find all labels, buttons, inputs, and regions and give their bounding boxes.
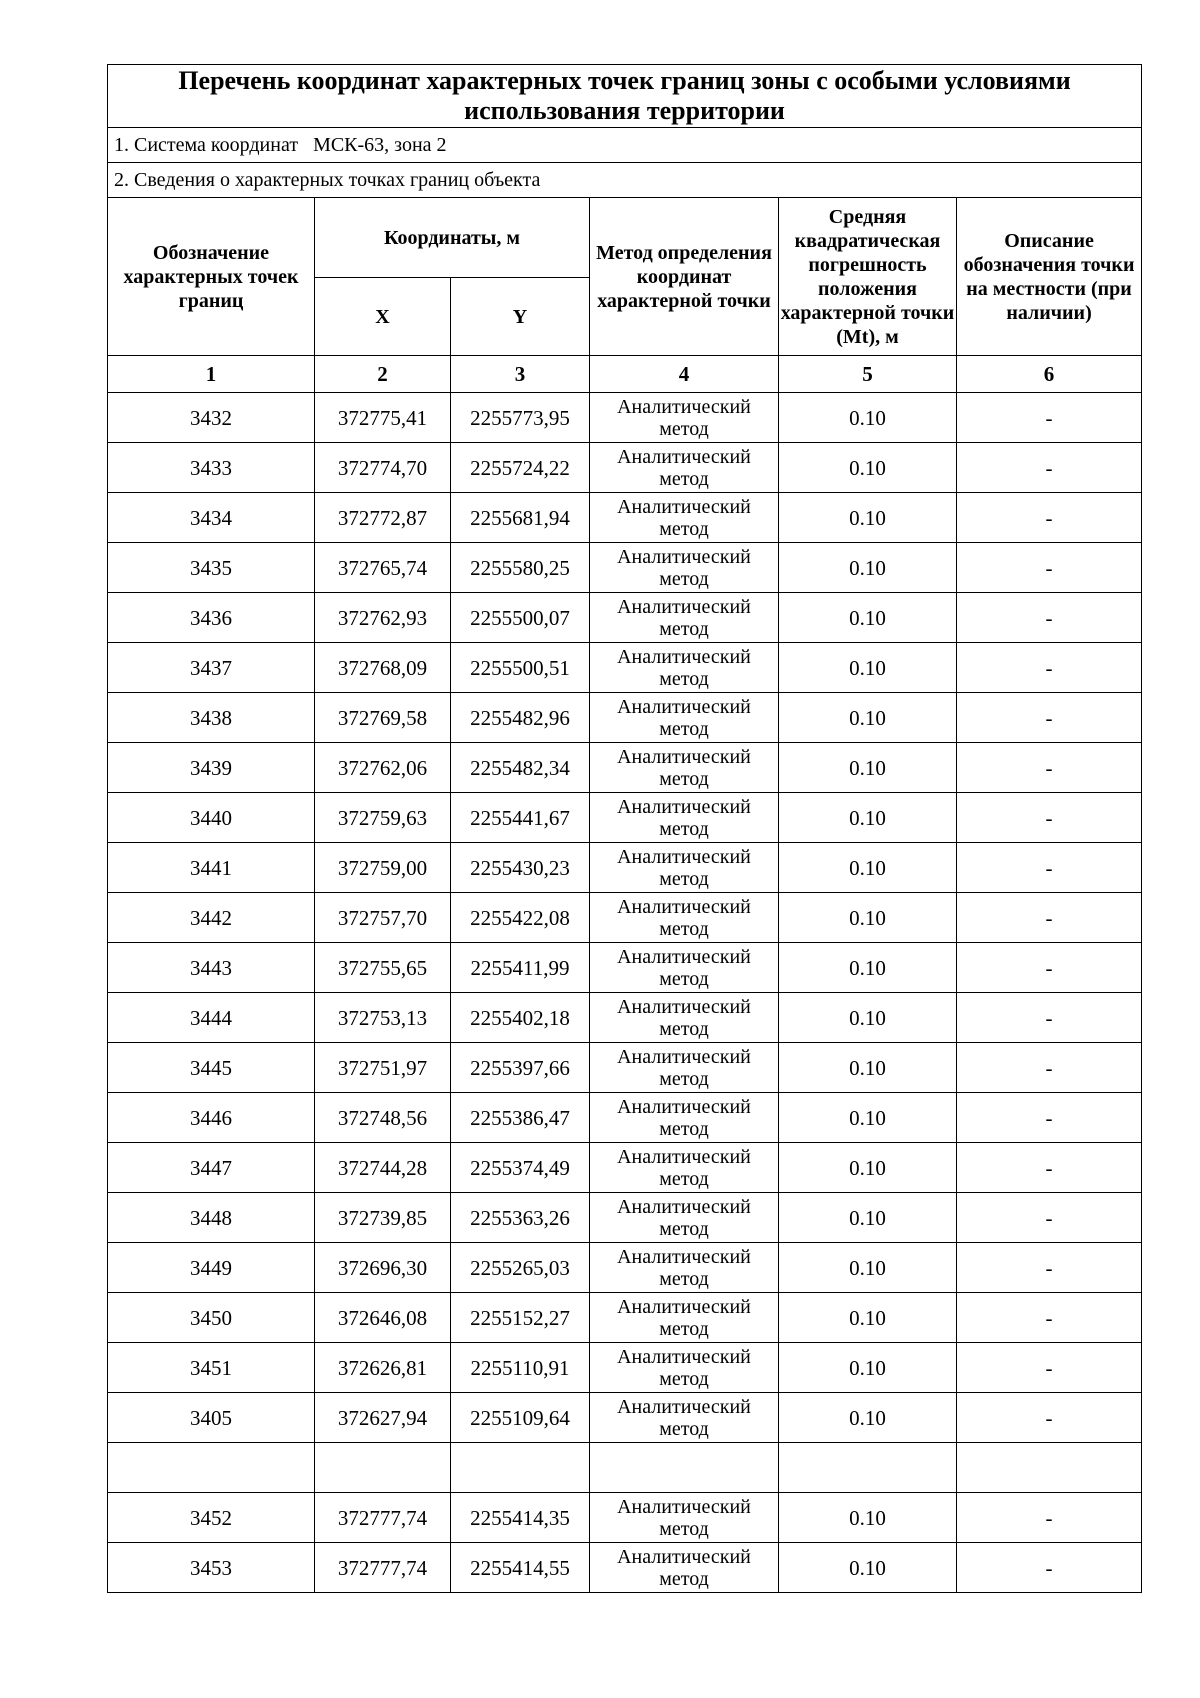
error-cell: 0.10 <box>779 593 957 643</box>
method-line-2: метод <box>659 567 709 590</box>
description-cell: - <box>957 1393 1142 1443</box>
method-line-1: Аналитический <box>617 945 751 968</box>
column-number: 3 <box>451 356 590 393</box>
section-2-line: 2. Сведения о характерных точках границ объекта <box>108 163 1142 198</box>
coordinate-system-line <box>108 128 1142 163</box>
x-coordinate-cell: 372765,74 <box>315 543 451 593</box>
table-row <box>108 943 1142 993</box>
method-line-2: метод <box>659 1317 709 1340</box>
method-line-2: метод <box>659 1117 709 1140</box>
error-cell: 0.10 <box>779 793 957 843</box>
error-cell: 0.10 <box>779 993 957 1043</box>
description-cell: - <box>957 793 1142 843</box>
error-cell: 0.10 <box>779 1043 957 1093</box>
error-cell: 0.10 <box>779 1193 957 1243</box>
point-id-cell: 3447 <box>108 1143 315 1193</box>
method-cell <box>590 593 779 643</box>
x-coordinate-cell: 372744,28 <box>315 1143 451 1193</box>
y-coordinate-cell: 2255414,35 <box>451 1493 590 1543</box>
table-row <box>108 1493 1142 1543</box>
method-cell <box>590 543 779 593</box>
point-id-cell: 3441 <box>108 843 315 893</box>
point-id-cell: 3432 <box>108 393 315 443</box>
table-row <box>108 1193 1142 1243</box>
x-coordinate-cell: 372748,56 <box>315 1093 451 1143</box>
description-cell: - <box>957 1243 1142 1293</box>
table-row <box>108 743 1142 793</box>
point-id-cell: 3450 <box>108 1293 315 1343</box>
point-id-cell: 3434 <box>108 493 315 543</box>
error-cell: 0.10 <box>779 893 957 943</box>
column-numbers-row <box>108 356 1142 393</box>
method-cell <box>590 793 779 843</box>
method-line-2: метод <box>659 967 709 990</box>
error-cell: 0.10 <box>779 643 957 693</box>
method-line-2: метод <box>659 817 709 840</box>
error-cell: 0.10 <box>779 443 957 493</box>
method-line-2: метод <box>659 1367 709 1390</box>
method-line-2: метод <box>659 867 709 890</box>
method-cell <box>590 743 779 793</box>
error-cell: 0.10 <box>779 543 957 593</box>
method-line-2: метод <box>659 1017 709 1040</box>
error-cell: 0.10 <box>779 1243 957 1293</box>
header-coords: Координаты, м <box>315 198 590 278</box>
error-cell: 0.10 <box>779 1093 957 1143</box>
point-id-cell: 3438 <box>108 693 315 743</box>
point-id-cell: 3445 <box>108 1043 315 1093</box>
column-number: 4 <box>590 356 779 393</box>
x-coordinate-cell: 372753,13 <box>315 993 451 1043</box>
description-cell: - <box>957 843 1142 893</box>
table-row <box>108 493 1142 543</box>
point-id-cell: 3405 <box>108 1393 315 1443</box>
method-cell <box>590 1293 779 1343</box>
coordinate-system-label: 1. Система координат <box>114 134 299 156</box>
method-line-1: Аналитический <box>617 695 751 718</box>
method-line-1: Аналитический <box>617 1145 751 1168</box>
method-line-2: метод <box>659 467 709 490</box>
y-coordinate-cell: 2255441,67 <box>451 793 590 843</box>
y-coordinate-cell <box>451 1443 590 1493</box>
point-id-cell: 3436 <box>108 593 315 643</box>
x-coordinate-cell: 372696,30 <box>315 1243 451 1293</box>
error-cell: 0.10 <box>779 1393 957 1443</box>
method-line-2: метод <box>659 1567 709 1590</box>
method-line-1: Аналитический <box>617 1195 751 1218</box>
description-cell: - <box>957 493 1142 543</box>
x-coordinate-cell: 372769,58 <box>315 693 451 743</box>
coordinates-table <box>107 64 1142 1593</box>
point-id-cell: 3433 <box>108 443 315 493</box>
method-line-1: Аналитический <box>617 1345 751 1368</box>
method-line-2: метод <box>659 1267 709 1290</box>
method-line-1: Аналитический <box>617 545 751 568</box>
table-row <box>108 793 1142 843</box>
x-coordinate-cell: 372759,00 <box>315 843 451 893</box>
x-coordinate-cell: 372775,41 <box>315 393 451 443</box>
description-cell: - <box>957 1493 1142 1543</box>
point-id-cell: 3453 <box>108 1543 315 1593</box>
table-row <box>108 593 1142 643</box>
y-coordinate-cell: 2255386,47 <box>451 1093 590 1143</box>
coordinate-system-value: МСК-63, зона 2 <box>313 134 447 156</box>
x-coordinate-cell: 372626,81 <box>315 1343 451 1393</box>
x-coordinate-cell: 372646,08 <box>315 1293 451 1343</box>
document-title: Перечень координат характерных точек границ зоны с особыми условиями использования территории <box>108 65 1142 128</box>
x-coordinate-cell: 372762,93 <box>315 593 451 643</box>
method-cell <box>590 1243 779 1293</box>
method-line-2: метод <box>659 1167 709 1190</box>
description-cell: - <box>957 643 1142 693</box>
y-coordinate-cell: 2255500,07 <box>451 593 590 643</box>
method-cell <box>590 1093 779 1143</box>
y-coordinate-cell: 2255724,22 <box>451 443 590 493</box>
method-line-1: Аналитический <box>617 745 751 768</box>
header-method: Метод определения координат характерной точки <box>590 198 779 356</box>
method-line-2: метод <box>659 1067 709 1090</box>
x-coordinate-cell: 372772,87 <box>315 493 451 543</box>
y-coordinate-cell: 2255363,26 <box>451 1193 590 1243</box>
header-x: X <box>315 278 451 356</box>
method-line-1: Аналитический <box>617 1495 751 1518</box>
method-cell <box>590 1493 779 1543</box>
method-line-2: метод <box>659 1217 709 1240</box>
error-cell: 0.10 <box>779 843 957 893</box>
method-cell <box>590 1343 779 1393</box>
table-row <box>108 1093 1142 1143</box>
description-cell: - <box>957 1543 1142 1593</box>
y-coordinate-cell: 2255265,03 <box>451 1243 590 1293</box>
error-cell <box>779 1443 957 1493</box>
point-id-cell: 3439 <box>108 743 315 793</box>
method-cell <box>590 893 779 943</box>
point-id-cell: 3435 <box>108 543 315 593</box>
point-id-cell: 3437 <box>108 643 315 693</box>
method-line-1: Аналитический <box>617 395 751 418</box>
method-line-1: Аналитический <box>617 895 751 918</box>
description-cell: - <box>957 1343 1142 1393</box>
method-line-1: Аналитический <box>617 495 751 518</box>
y-coordinate-cell: 2255482,96 <box>451 693 590 743</box>
method-line-1: Аналитический <box>617 1095 751 1118</box>
header-designation: Обозначение характерных точек границ <box>108 198 315 356</box>
table-row <box>108 1143 1142 1193</box>
method-line-1: Аналитический <box>617 1045 751 1068</box>
column-number: 6 <box>957 356 1142 393</box>
method-cell <box>590 1193 779 1243</box>
error-cell: 0.10 <box>779 743 957 793</box>
table-row <box>108 543 1142 593</box>
description-cell <box>957 1443 1142 1493</box>
y-coordinate-cell: 2255402,18 <box>451 993 590 1043</box>
x-coordinate-cell: 372757,70 <box>315 893 451 943</box>
method-line-2: метод <box>659 1517 709 1540</box>
point-id-cell: 3451 <box>108 1343 315 1393</box>
y-coordinate-cell: 2255109,64 <box>451 1393 590 1443</box>
method-line-1: Аналитический <box>617 995 751 1018</box>
table-row <box>108 1243 1142 1293</box>
y-coordinate-cell: 2255482,34 <box>451 743 590 793</box>
description-cell: - <box>957 993 1142 1043</box>
error-cell: 0.10 <box>779 1343 957 1393</box>
description-cell: - <box>957 943 1142 993</box>
method-cell <box>590 1043 779 1093</box>
description-cell: - <box>957 743 1142 793</box>
method-cell <box>590 1543 779 1593</box>
point-id-cell: 3446 <box>108 1093 315 1143</box>
method-cell <box>590 393 779 443</box>
method-line-2: метод <box>659 517 709 540</box>
method-cell <box>590 1443 779 1493</box>
description-cell: - <box>957 893 1142 943</box>
table-row <box>108 643 1142 693</box>
method-cell <box>590 943 779 993</box>
y-coordinate-cell: 2255580,25 <box>451 543 590 593</box>
point-id-cell: 3442 <box>108 893 315 943</box>
method-line-2: метод <box>659 767 709 790</box>
description-cell: - <box>957 1043 1142 1093</box>
x-coordinate-cell: 372777,74 <box>315 1543 451 1593</box>
method-cell <box>590 993 779 1043</box>
y-coordinate-cell: 2255110,91 <box>451 1343 590 1393</box>
table-row <box>108 993 1142 1043</box>
y-coordinate-cell: 2255414,55 <box>451 1543 590 1593</box>
error-cell: 0.10 <box>779 1493 957 1543</box>
y-coordinate-cell: 2255411,99 <box>451 943 590 993</box>
x-coordinate-cell: 372627,94 <box>315 1393 451 1443</box>
table-row <box>108 693 1142 743</box>
description-cell: - <box>957 593 1142 643</box>
method-line-1: Аналитический <box>617 1395 751 1418</box>
table-row <box>108 1343 1142 1393</box>
table-row <box>108 1043 1142 1093</box>
header-error: Средняя квадратическая погрешность положения характерной точки (Mt), м <box>779 198 957 356</box>
method-line-2: метод <box>659 417 709 440</box>
method-line-1: Аналитический <box>617 645 751 668</box>
x-coordinate-cell: 372774,70 <box>315 443 451 493</box>
header-y: Y <box>451 278 590 356</box>
method-cell <box>590 1393 779 1443</box>
y-coordinate-cell: 2255773,95 <box>451 393 590 443</box>
y-coordinate-cell: 2255681,94 <box>451 493 590 543</box>
table-row <box>108 893 1142 943</box>
table-row <box>108 393 1142 443</box>
x-coordinate-cell: 372768,09 <box>315 643 451 693</box>
method-line-1: Аналитический <box>617 1245 751 1268</box>
description-cell: - <box>957 1293 1142 1343</box>
table-row <box>108 1293 1142 1343</box>
error-cell: 0.10 <box>779 943 957 993</box>
y-coordinate-cell: 2255152,27 <box>451 1293 590 1343</box>
description-cell: - <box>957 1093 1142 1143</box>
method-cell <box>590 443 779 493</box>
error-cell: 0.10 <box>779 393 957 443</box>
point-id-cell: 3444 <box>108 993 315 1043</box>
method-line-2: метод <box>659 617 709 640</box>
point-id-cell: 3443 <box>108 943 315 993</box>
point-id-cell: 3448 <box>108 1193 315 1243</box>
x-coordinate-cell: 372759,63 <box>315 793 451 843</box>
error-cell: 0.10 <box>779 1143 957 1193</box>
description-cell: - <box>957 393 1142 443</box>
description-cell: - <box>957 693 1142 743</box>
method-cell <box>590 643 779 693</box>
column-number: 2 <box>315 356 451 393</box>
column-number: 1 <box>108 356 315 393</box>
table-row <box>108 1443 1142 1493</box>
point-id-cell: 3449 <box>108 1243 315 1293</box>
y-coordinate-cell: 2255500,51 <box>451 643 590 693</box>
table-row <box>108 1543 1142 1593</box>
method-line-1: Аналитический <box>617 595 751 618</box>
error-cell: 0.10 <box>779 1543 957 1593</box>
method-line-2: метод <box>659 667 709 690</box>
description-cell: - <box>957 543 1142 593</box>
header-description: Описание обозначения точки на местности (при наличии) <box>957 198 1142 356</box>
description-cell: - <box>957 443 1142 493</box>
point-id-cell <box>108 1443 315 1493</box>
error-cell: 0.10 <box>779 493 957 543</box>
method-line-1: Аналитический <box>617 845 751 868</box>
error-cell: 0.10 <box>779 693 957 743</box>
x-coordinate-cell: 372777,74 <box>315 1493 451 1543</box>
method-line-1: Аналитический <box>617 445 751 468</box>
point-id-cell: 3440 <box>108 793 315 843</box>
method-line-2: метод <box>659 717 709 740</box>
x-coordinate-cell: 372755,65 <box>315 943 451 993</box>
description-cell: - <box>957 1143 1142 1193</box>
x-coordinate-cell <box>315 1443 451 1493</box>
y-coordinate-cell: 2255374,49 <box>451 1143 590 1193</box>
y-coordinate-cell: 2255430,23 <box>451 843 590 893</box>
method-line-1: Аналитический <box>617 1295 751 1318</box>
column-number: 5 <box>779 356 957 393</box>
y-coordinate-cell: 2255422,08 <box>451 893 590 943</box>
method-cell <box>590 1143 779 1193</box>
method-cell <box>590 843 779 893</box>
table-row <box>108 443 1142 493</box>
y-coordinate-cell: 2255397,66 <box>451 1043 590 1093</box>
table-row <box>108 1393 1142 1443</box>
method-line-2: метод <box>659 1417 709 1440</box>
method-line-2: метод <box>659 917 709 940</box>
description-cell: - <box>957 1193 1142 1243</box>
method-line-1: Аналитический <box>617 1545 751 1568</box>
x-coordinate-cell: 372762,06 <box>315 743 451 793</box>
method-cell <box>590 693 779 743</box>
point-id-cell: 3452 <box>108 1493 315 1543</box>
x-coordinate-cell: 372751,97 <box>315 1043 451 1093</box>
x-coordinate-cell: 372739,85 <box>315 1193 451 1243</box>
table-row <box>108 843 1142 893</box>
method-line-1: Аналитический <box>617 795 751 818</box>
method-cell <box>590 493 779 543</box>
error-cell: 0.10 <box>779 1293 957 1343</box>
